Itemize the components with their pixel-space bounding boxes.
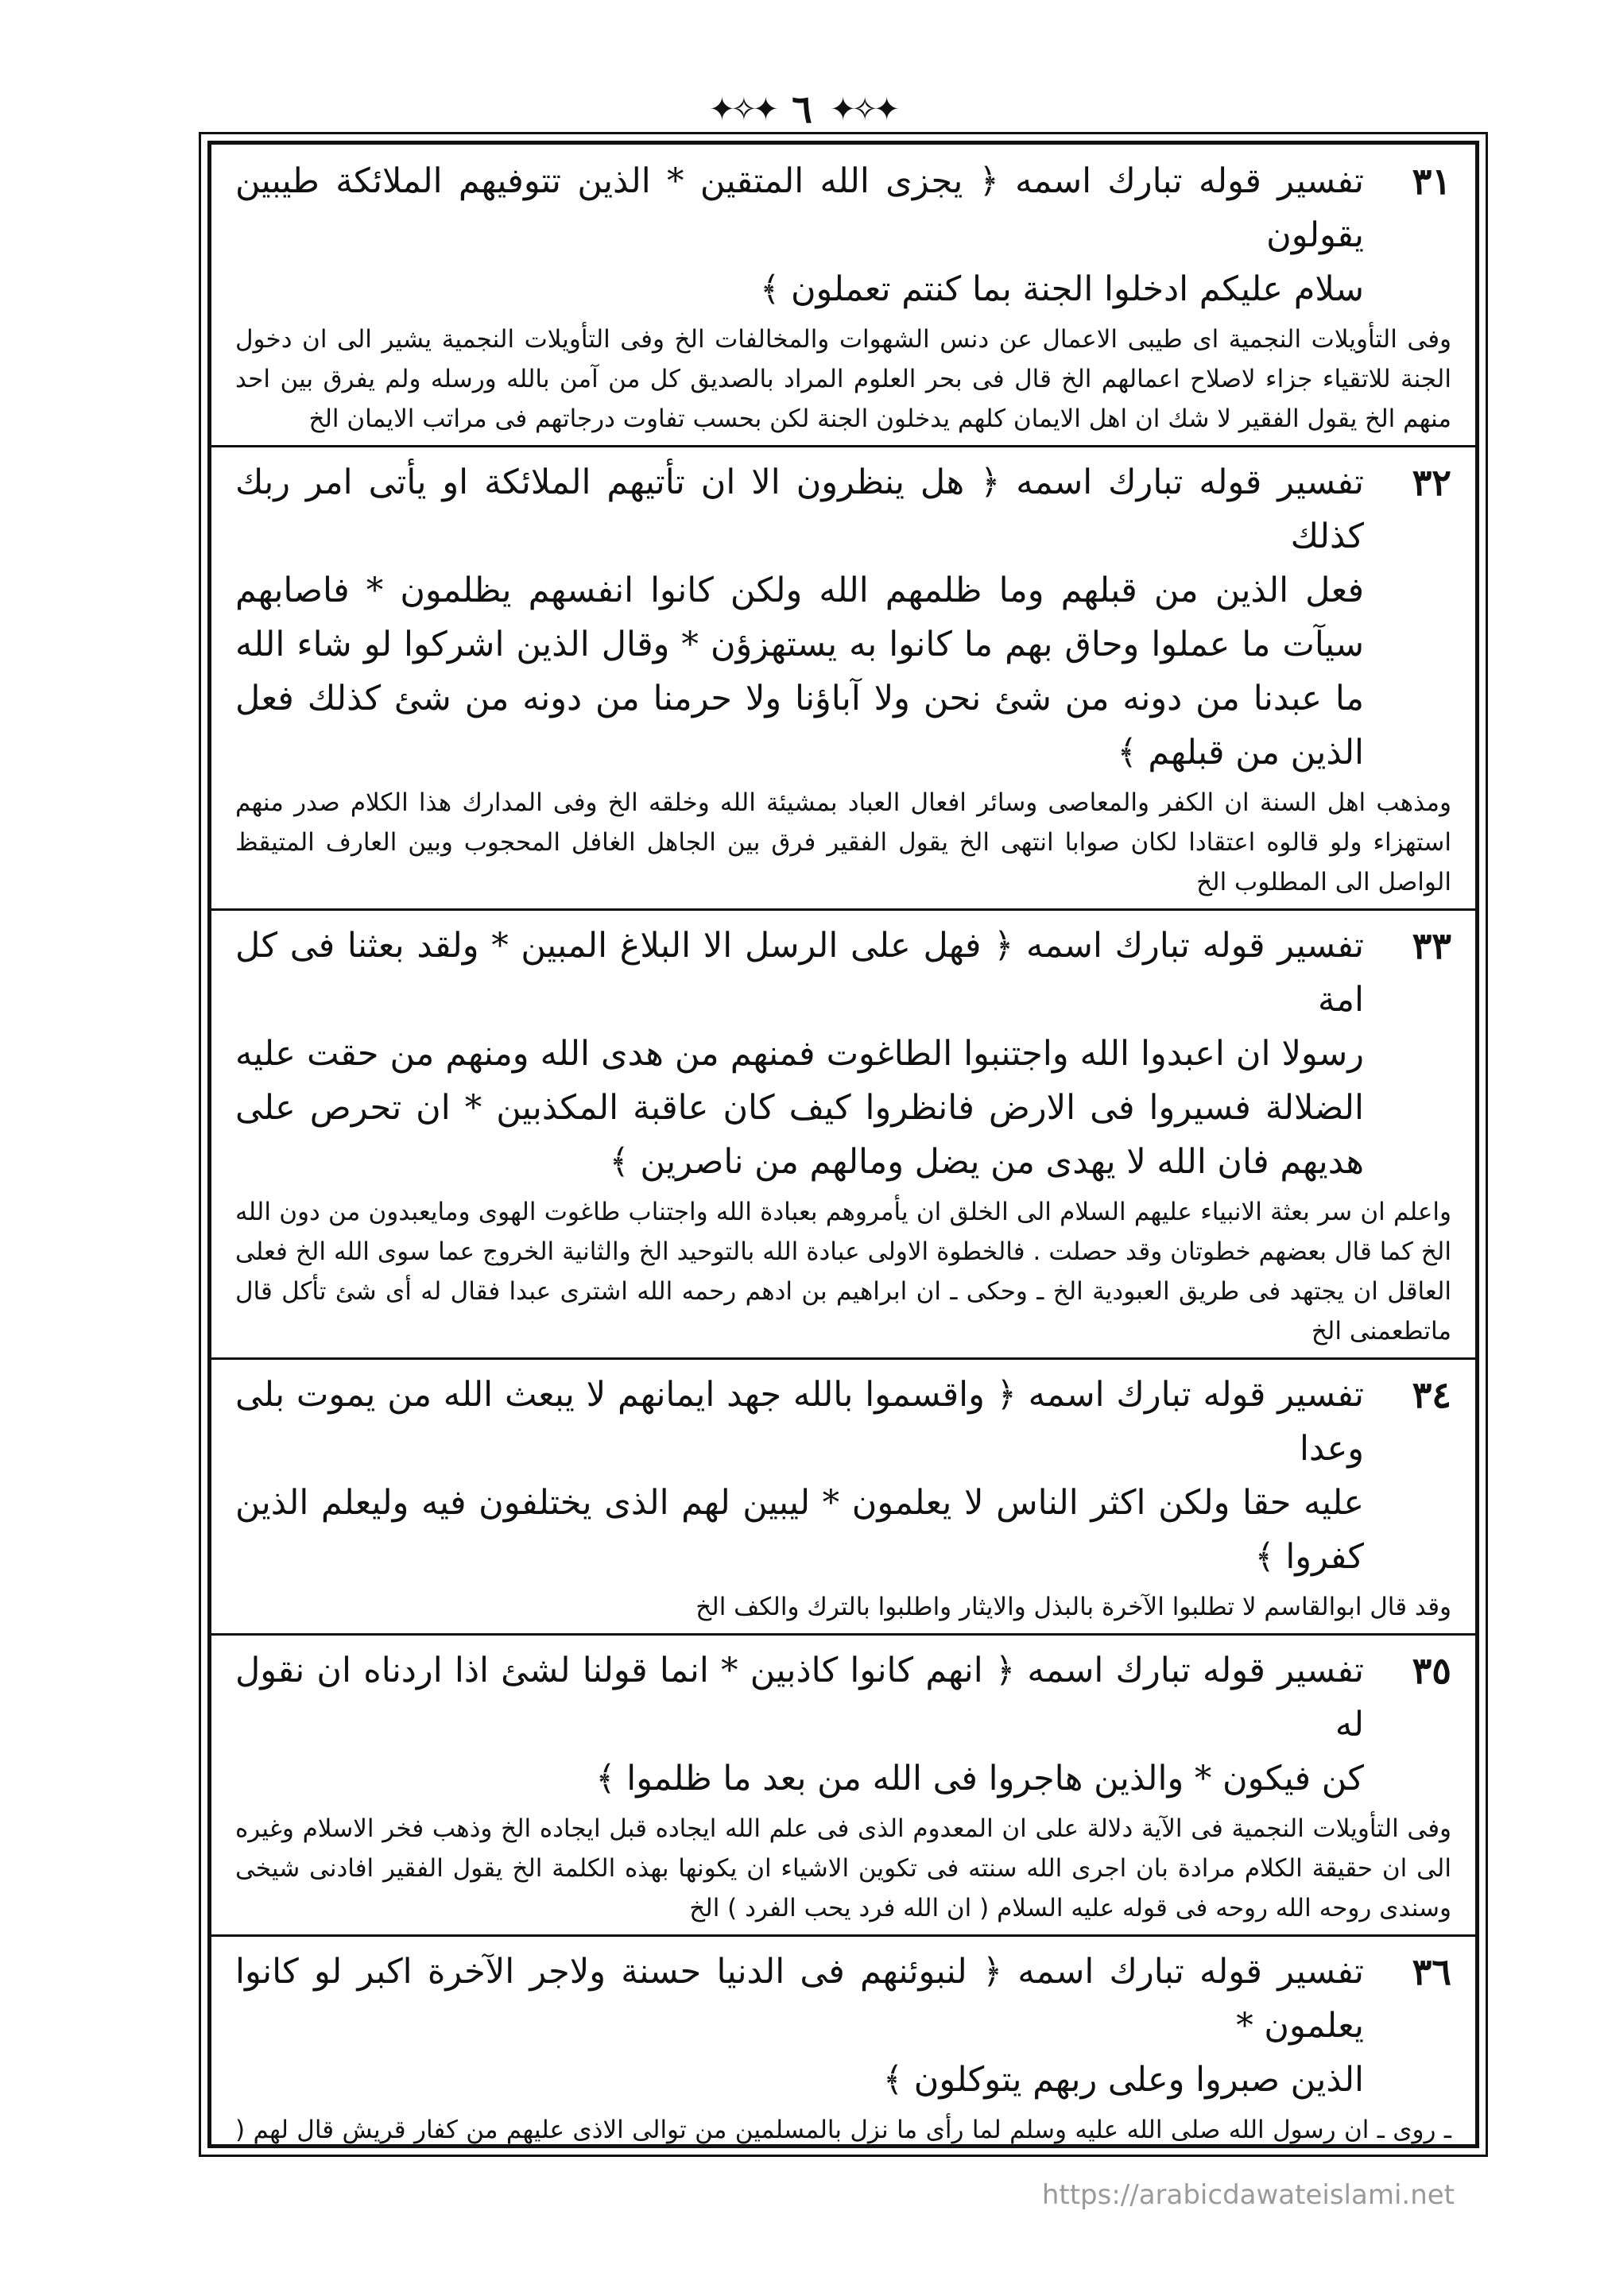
verse-text-continued: فعل الذين من قبلهم وما ظلمهم الله ولكن كانوا انفسهم يظلمون * فاصابهم سيآت ما عملوا وحاق بهم ما كانوا به يستهزؤن * وقال الذين اشركوا لو شاء الله ما عبدنا من دونه من شئ نحن ولا آباؤنا ولا حرمنا من دونه من شئ كذلك فعل الذين من قبلهم ﴾ <box>235 571 1364 772</box>
verse-text-continued: عليه حقا ولكن اكثر الناس لا يعلمون * ليبين لهم الذى يختلفون فيه وليعلم الذين كفروا ﴾ <box>235 1483 1364 1577</box>
commentary: ومذهب اهل السنة ان الكفر والمعاصى وسائر افعال العباد بمشيئة الله وخلقه الخ وفى المدارك هذا الكلام صدر منهم استهزاء ولو قالوه اعتقادا لكان صوابا انتهى الخ يقول الفقير فرق بين الجاهل الغافل المحجوب وبين العارف المتيقظ الواصل الى المطلوب الخ <box>235 788 1451 896</box>
section-divider <box>211 1934 1475 1937</box>
verse-number: ٣٦ <box>1412 1950 1451 1993</box>
header-ornament-left: ✦✧✦ <box>708 91 775 128</box>
verse-text: تفسير قوله تبارك اسمه ﴿ واقسموا بالله جهد ايمانهم لا يبعث الله من يموت بلى وعدا <box>235 1375 1364 1469</box>
section-divider <box>211 445 1475 447</box>
section-34 <box>235 1368 1451 1627</box>
verse <box>235 1368 1451 1476</box>
page-content <box>207 141 1479 2148</box>
verse-text-continued: سلام عليكم ادخلوا الجنة بما كنتم تعملون ﴾ <box>760 269 1364 309</box>
commentary: وقد قال ابوالقاسم لا تطلبوا الآخرة بالبذل والايثار واطلبوا بالترك والكف الخ <box>695 1593 1451 1621</box>
commentary: وفى التأويلات النجمية اى طيبى الاعمال عن دنس الشهوات والمخالفات الخ وفى التأويلات النجمية يشير الى ان دخول الجنة للاتقياء جزاء لاصلاح اعمالهم الخ قال فى بحر العلوم المراد بالصديق كل من آمن بالله ورسله ولم يفرق بين احد منهم الخ يقول الفقير لا شك ان اهل الايمان كلهم يدخلون الجنة لكن بحسب تفاوت درجاتهم فى مراتب الايمان الخ <box>235 325 1451 433</box>
verse <box>235 1945 1451 2053</box>
verse-text: تفسير قوله تبارك اسمه ﴿ انهم كانوا كاذبين * انما قولنا لشئ اذا اردناه ان نقول له <box>235 1651 1364 1744</box>
section-31 <box>235 154 1451 439</box>
verse-text-continued: كن فيكون * والذين هاجروا فى الله من بعد ما ظلموا ﴾ <box>595 1759 1364 1798</box>
page-frame <box>199 132 1488 2157</box>
verse-number: ٣٢ <box>1412 461 1451 504</box>
section-36 <box>235 1945 1451 2148</box>
section-32 <box>235 455 1451 902</box>
verse <box>235 919 1451 1027</box>
commentary: ـ روى ـ ان رسول الله صلى الله عليه وسلم لما رأى ما نزل بالمسلمين من توالى الاذى عليهم من كفار قريش قال لهم ( <box>235 2116 1451 2144</box>
verse <box>235 154 1451 262</box>
header-ornament-right: ✦✧✦ <box>829 91 896 128</box>
commentary: وفى التأويلات النجمية فى الآية دلالة على ان المعدوم الذى فى علم الله ايجاده قبل ايجاده الخ وذهب فخر الاسلام وغيره الى ان حقيقة الكلام مرادة بان اجرى الله سنته فى تكوين الاشياء ان يكونها بهذه الكلمة الخ يقول الفقير افادنى شيخى وسندى روحه الله روحه فى قوله عليه السلام ( ان الله فرد يحب الفرد ) الخ <box>235 1814 1451 1922</box>
verse-text: تفسير قوله تبارك اسمه ﴿ هل ينظرون الا ان تأتيهم الملائكة او يأتى امر ربك كذلك <box>235 463 1364 556</box>
verse-text-continued: رسولا ان اعبدوا الله واجتنبوا الطاغوت فمنهم من هدى الله ومنهم من حقت عليه الضلالة فسيروا فى الارض فانظروا كيف كان عاقبة المكذبين * ان تحرص على هديهم فان الله لا يهدى من يضل ومالهم من ناصرين ﴾ <box>235 1034 1364 1182</box>
section-33 <box>235 919 1451 1351</box>
verse-number: ٣٣ <box>1412 924 1451 967</box>
verse-text-continued: الذين صبروا وعلى ربهم يتوكلون ﴾ <box>882 2060 1364 2100</box>
verse-number: ٣٥ <box>1412 1649 1451 1692</box>
watermark-url: https://arabicdawateislami.net <box>1041 2179 1455 2211</box>
page-number: ٦ <box>792 87 812 132</box>
page-header <box>0 86 1604 134</box>
section-35 <box>235 1644 1451 1928</box>
verse <box>235 455 1451 563</box>
verse-text: تفسير قوله تبارك اسمه ﴿ لنبوئنهم فى الدنيا حسنة ولاجر الآخرة اكبر لو كانوا يعلمون * <box>235 1952 1364 2046</box>
section-divider <box>211 908 1475 911</box>
commentary: واعلم ان سر بعثة الانبياء عليهم السلام الى الخلق ان يأمروهم بعبادة الله واجتناب طاغوت الهوى ومايعبدون من دون الله الخ كما قال بعضهم خطوتان وقد حصلت . فالخطوة الاولى عبادة الله بالتوحيد الخ والثانية الخروج عما سوى الله الخ فعلى العاقل ان يجتهد فى طريق العبودية الخ ـ وحكى ـ ان ابراهيم بن ادهم رحمه الله اشترى عبدا فقال له أى شئ تأكل قال ماتطعمنى الخ <box>235 1198 1451 1345</box>
verse-text: تفسير قوله تبارك اسمه ﴿ يجزى الله المتقين * الذين تتوفيهم الملائكة طيبين يقولون <box>235 161 1364 255</box>
section-divider <box>211 1633 1475 1636</box>
section-divider <box>211 1357 1475 1360</box>
verse <box>235 1644 1451 1752</box>
verse-number: ٣٤ <box>1412 1373 1451 1416</box>
verse-text: تفسير قوله تبارك اسمه ﴿ فهل على الرسل الا البلاغ المبين * ولقد بعثنا فى كل امة <box>235 926 1364 1020</box>
verse-number: ٣١ <box>1412 160 1451 203</box>
